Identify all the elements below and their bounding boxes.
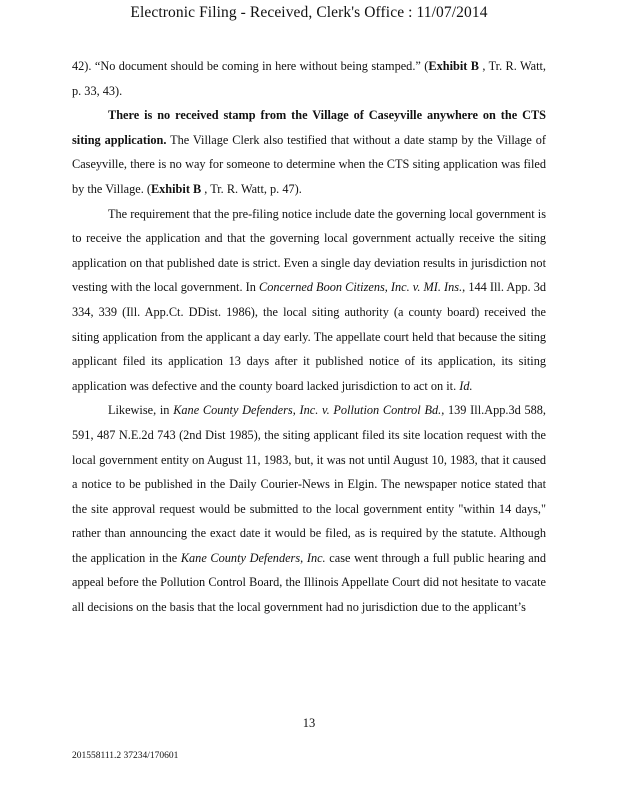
exhibit-reference: Exhibit B <box>428 59 479 73</box>
exhibit-reference: Exhibit B <box>150 181 202 196</box>
case-citation: Concerned Boon Citizens, Inc. v. MI. Ins. <box>259 280 463 295</box>
text-segment: The Village Clerk also testified that without a date stamp by the Village of Caseyville, there is no way for someone to determine when the CTS siting application was filed by the Village. ( <box>72 132 546 196</box>
document-body <box>72 54 546 620</box>
text-segment: Likewise, in <box>108 403 174 418</box>
document-id: 201558111.2 37234/170601 <box>72 751 179 761</box>
text-segment: case went through a full public hearing and appeal before the Pollution Control Board, the Illinois Appellate Court did not hesitate to vacate all decisions on the basis that the local government had no jurisdiction due to the applicant’s <box>72 550 547 615</box>
case-citation: Id. <box>459 378 473 393</box>
text-segment: , 144 Ill. App. 3d 334, 339 (Ill. App.Ct. DDist. 1986), the local siting authority (a county board) received the siting application from the applicant a day early. The appellate court held that because the siting applicant filed its application 13 days after it published notice of its application, its siting application was defective and the county board lacked jurisdiction to act on it. <box>72 280 546 393</box>
paragraph-1 <box>72 54 546 103</box>
text-segment: , 139 Ill.App.3d 588, 591, 487 N.E.2d 743 (2nd Dist 1985), the siting applicant filed its site location request with the local government entity on August 11, 1983, but, it was not until August 10, 1983, that it caused a notice to be published in the Daily Courier-News in Elgin. The newspaper notice stated that the site approval request would be submitted to the local government entity "within 14 days," rather than announcing the exact date it would be filed, as is required by the statute. Although the application in the <box>72 403 546 565</box>
bold-statement: There is no received stamp from the Village of Caseyville anywhere on the CTS siting application. <box>72 108 546 147</box>
text-segment: , Tr. R. Watt, p. 47). <box>201 181 302 196</box>
paragraph-3 <box>72 202 546 399</box>
page-number: 13 <box>302 716 316 730</box>
case-citation: Kane County Defenders, Inc. <box>180 550 326 565</box>
filing-header: Electronic Filing - Received, Clerk's Office : 11/07/2014 <box>130 4 488 21</box>
text-segment: , Tr. R. Watt, p. 33, 43). <box>72 59 547 98</box>
text-segment: 42). “No document should be coming in here without being stamped.” ( <box>72 59 429 73</box>
paragraph-4 <box>72 398 546 619</box>
case-citation: Kane County Defenders, Inc. v. Pollution Control Bd. <box>173 403 442 418</box>
text-segment: The requirement that the pre-filing notice include date the governing local government is to receive the application and that the governing local government actually receive the siting application on that published date is strict. Even a single day deviation results in jurisdiction not vesting with the local government. In <box>72 206 546 295</box>
paragraph-2 <box>72 103 546 201</box>
